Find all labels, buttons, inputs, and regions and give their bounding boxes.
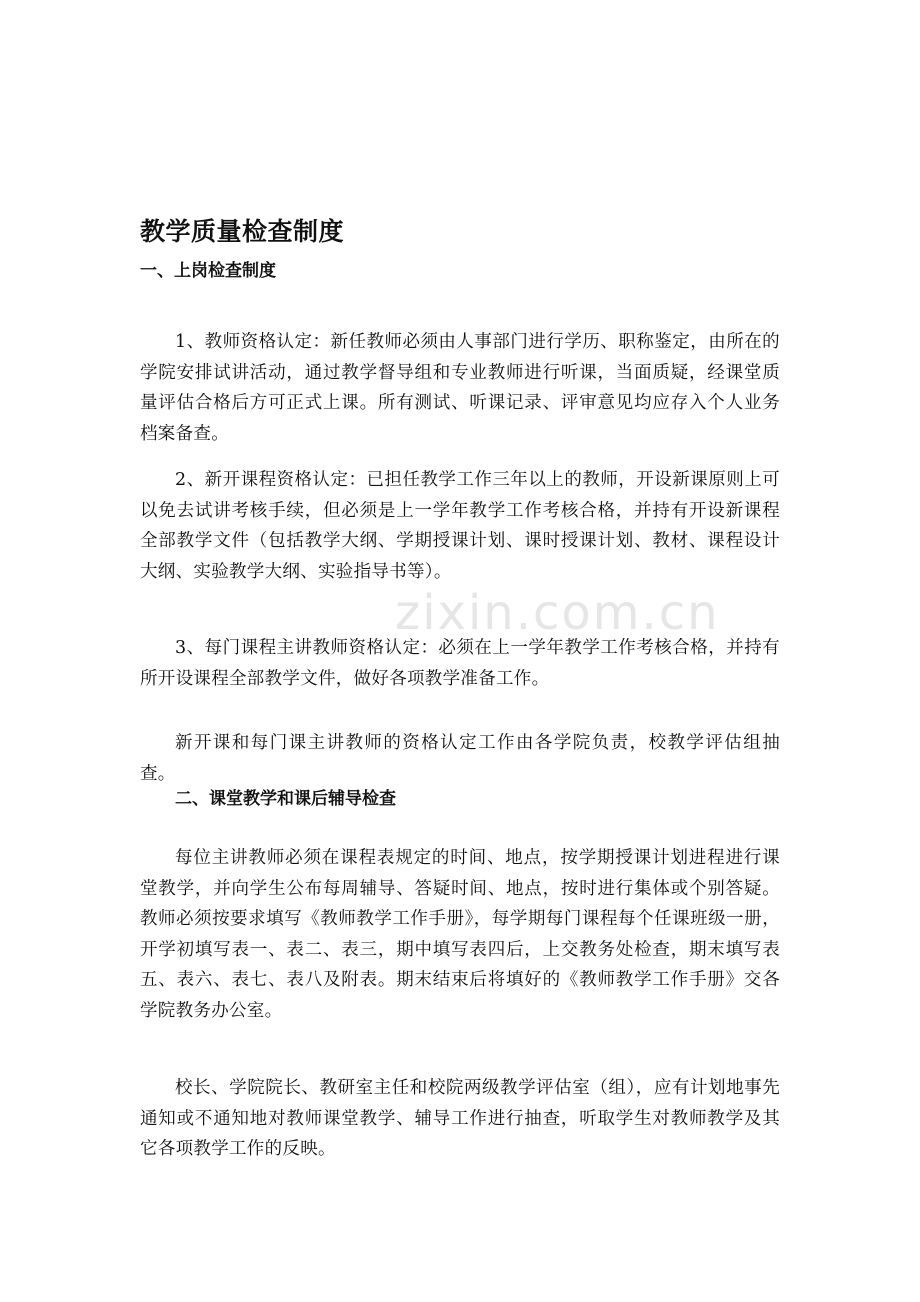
paragraph-spot-check: 校长、学院院长、教研室主任和校院两级教学评估室（组），应有计划地事先通知或不通知地对教师课堂教学、辅导工作进行抽查，听取学生对教师教学及其它各项教学工作的反映。 (140, 1078, 780, 1159)
paragraph-teacher-qualification: 1、教师资格认定：新任教师必须由人事部门进行学历、职称鉴定，由所在的学院安排试讲活动，通过教学督导组和专业教师进行听课，当面质疑，经课堂质量评估合格后方可正式上课。所有测试、听课记录、评审意见均应存入个人业务档案备查。 (140, 332, 780, 444)
section-heading-1: 一、上岗检查制度 (140, 261, 276, 281)
document-title: 教学质量检查制度 (140, 217, 345, 246)
section-heading-2: 二、课堂教学和课后辅导检查 (175, 789, 396, 809)
watermark: zixin.com.cn (395, 585, 720, 641)
paragraph-new-course-qualification: 2、新开课程资格认定：已担任教学工作三年以上的教师，开设新课原则上可以免去试讲考核手续，但必须是上一学年教学工作考核合格，并持有开设新课程全部教学文件（包括教学大纲、学期授课计划、课时授课计划、教材、课程设计大纲、实验教学大纲、实验指导书等）。 (140, 470, 780, 582)
paragraph-qualification-responsibility: 新开课和每门课主讲教师的资格认定工作由各学院负责，校教学评估组抽查。 (140, 733, 780, 784)
paragraph-classroom-teaching: 每位主讲教师必须在课程表规定的时间、地点，按学期授课计划进程进行课堂教学，并向学生公布每周辅导、答疑时间、地点，按时进行集体或个别答疑。教师必须按要求填写《教师教学工作手册》，每学期每门课程每个任课班级一册，开学初填写表一、表二、表三，期中填写表四后，上交教务处检查，期末填写表五、表六、表七、表八及附表。期末结束后将填好的《教师教学工作手册》交各学院教务办公室。 (140, 848, 780, 1021)
paragraph-lead-teacher-qualification: 3、每门课程主讲教师资格认定：必须在上一学年教学工作考核合格，并持有所开设课程全部教学文件，做好各项教学准备工作。 (140, 638, 780, 689)
